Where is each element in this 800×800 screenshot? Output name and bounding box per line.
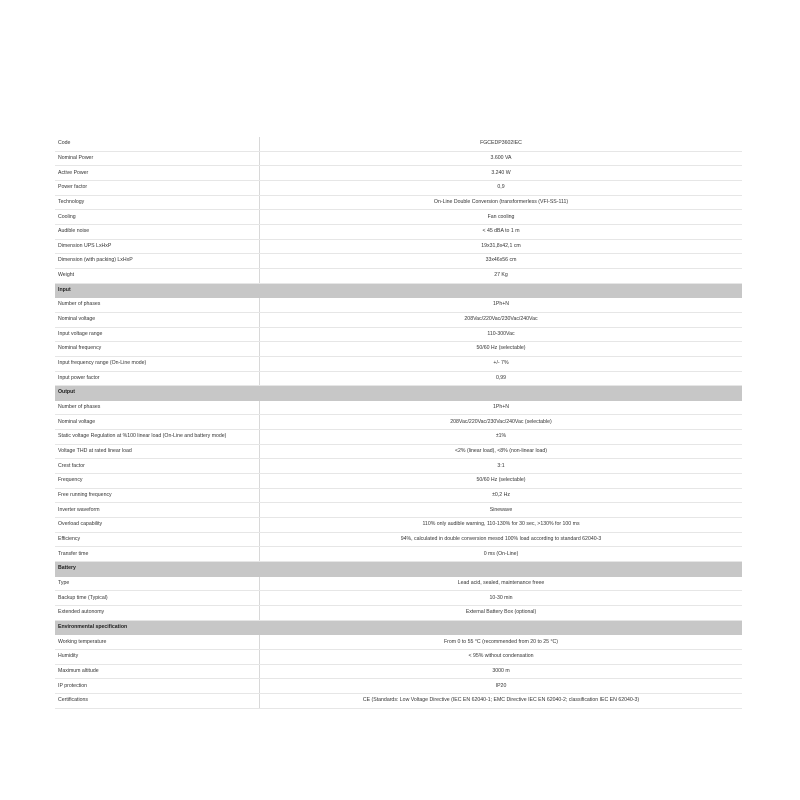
spec-value: 1Ph+N bbox=[260, 400, 743, 415]
spec-label: Technology bbox=[55, 195, 260, 210]
spec-row bbox=[55, 371, 742, 386]
spec-label: Transfer time bbox=[55, 547, 260, 562]
spec-label: Weight bbox=[55, 268, 260, 283]
spec-value: IP20 bbox=[260, 679, 743, 694]
spec-label: Working temperature bbox=[55, 635, 260, 650]
spec-row bbox=[55, 576, 742, 591]
spec-value: 27 Kg bbox=[260, 268, 743, 283]
spec-label: Nominal voltage bbox=[55, 415, 260, 430]
spec-value: 3.600 VA bbox=[260, 151, 743, 166]
spec-value: 110% only audible warning, 110-130% for 30 sec, >130% for 100 ms bbox=[260, 518, 743, 533]
spec-row bbox=[55, 503, 742, 518]
spec-value: 33x46x56 cm bbox=[260, 254, 743, 269]
spec-label: Number of phases bbox=[55, 298, 260, 313]
spec-row bbox=[55, 151, 742, 166]
spec-value: CE (Standards: Low Voltage Directive (IEC EN 62040-1; EMC Directive IEC EN 62040-2; classification IEC EN 62040-3) bbox=[260, 693, 743, 708]
section-header-row bbox=[55, 386, 742, 401]
spec-label: Input power factor bbox=[55, 371, 260, 386]
spec-value: 3000 m bbox=[260, 664, 743, 679]
spec-row bbox=[55, 591, 742, 606]
section-title: Output bbox=[55, 386, 742, 401]
spec-label: Static voltage Regulation at %100 linear load (On-Line and battery mode) bbox=[55, 430, 260, 445]
spec-value: +/- 7% bbox=[260, 356, 743, 371]
spec-value: 10-30 min bbox=[260, 591, 743, 606]
section-header-row bbox=[55, 620, 742, 635]
spec-label: Frequency bbox=[55, 474, 260, 489]
spec-value: 94%, calculated in double conversion mesod 100% load according to standard 62040-3 bbox=[260, 532, 743, 547]
spec-value: ±0,2 Hz bbox=[260, 488, 743, 503]
spec-row bbox=[55, 327, 742, 342]
spec-label: Overload capability bbox=[55, 518, 260, 533]
spec-row bbox=[55, 312, 742, 327]
spec-row bbox=[55, 649, 742, 664]
spec-row bbox=[55, 488, 742, 503]
spec-row bbox=[55, 635, 742, 650]
spec-value: 19x31,8x42,1 cm bbox=[260, 239, 743, 254]
section-title: Battery bbox=[55, 562, 742, 577]
spec-value: 3:1 bbox=[260, 459, 743, 474]
spec-row bbox=[55, 430, 742, 445]
spec-label: Humidity bbox=[55, 649, 260, 664]
spec-table bbox=[55, 137, 742, 709]
spec-row bbox=[55, 547, 742, 562]
spec-label: Input voltage range bbox=[55, 327, 260, 342]
spec-label: Efficiency bbox=[55, 532, 260, 547]
spec-value: < 45 dBA to 1 m bbox=[260, 224, 743, 239]
spec-row bbox=[55, 415, 742, 430]
spec-value: 3.240 W bbox=[260, 166, 743, 181]
section-title: Input bbox=[55, 283, 742, 298]
spec-label: Inverter waveform bbox=[55, 503, 260, 518]
spec-label: Active Power bbox=[55, 166, 260, 181]
spec-row bbox=[55, 137, 742, 151]
spec-row bbox=[55, 400, 742, 415]
spec-label: Free running frequency bbox=[55, 488, 260, 503]
spec-row bbox=[55, 298, 742, 313]
spec-value: On-Line Double Conversion (transformerless (VFI-SS-111) bbox=[260, 195, 743, 210]
spec-label: Backup time (Typical) bbox=[55, 591, 260, 606]
spec-row bbox=[55, 195, 742, 210]
spec-row bbox=[55, 239, 742, 254]
spec-label: Nominal frequency bbox=[55, 342, 260, 357]
spec-label: IP protection bbox=[55, 679, 260, 694]
spec-value: < 95% without condensation bbox=[260, 649, 743, 664]
spec-label: Nominal Power bbox=[55, 151, 260, 166]
spec-value: From 0 to 55 °C (recommended from 20 to 25 °C) bbox=[260, 635, 743, 650]
spec-value: FGCEDP3602IEC bbox=[260, 137, 743, 151]
spec-label: Type bbox=[55, 576, 260, 591]
spec-label: Crest factor bbox=[55, 459, 260, 474]
spec-row bbox=[55, 474, 742, 489]
spec-row bbox=[55, 166, 742, 181]
spec-label: Cooling bbox=[55, 210, 260, 225]
spec-label: Maximum altitude bbox=[55, 664, 260, 679]
spec-row bbox=[55, 532, 742, 547]
spec-row bbox=[55, 210, 742, 225]
spec-row bbox=[55, 254, 742, 269]
spec-value: Sinewave bbox=[260, 503, 743, 518]
spec-row bbox=[55, 518, 742, 533]
spec-value: <2% (linear load), <8% (non-linear load) bbox=[260, 444, 743, 459]
spec-value: External Battery Box (optional) bbox=[260, 606, 743, 621]
spec-value: Lead acid, sealed, maintenance freee bbox=[260, 576, 743, 591]
spec-table-body bbox=[55, 137, 742, 708]
spec-row bbox=[55, 356, 742, 371]
spec-label: Audible noise bbox=[55, 224, 260, 239]
spec-label: Nominal voltage bbox=[55, 312, 260, 327]
spec-label: Voltage THD at rated linear load bbox=[55, 444, 260, 459]
spec-label: Dimension UPS LxHxP bbox=[55, 239, 260, 254]
spec-value: 0,99 bbox=[260, 371, 743, 386]
spec-row bbox=[55, 679, 742, 694]
spec-label: Extended autonomy bbox=[55, 606, 260, 621]
spec-value: 110-300Vac bbox=[260, 327, 743, 342]
spec-label: Number of phases bbox=[55, 400, 260, 415]
spec-row bbox=[55, 606, 742, 621]
spec-row bbox=[55, 444, 742, 459]
spec-label: Input frequency range (On-Line mode) bbox=[55, 356, 260, 371]
spec-value: 208Vac/220Vac/230Vac/240Vac (selectable) bbox=[260, 415, 743, 430]
spec-row bbox=[55, 224, 742, 239]
spec-label: Certifications bbox=[55, 693, 260, 708]
section-title: Environmental specification bbox=[55, 620, 742, 635]
spec-label: Power factor bbox=[55, 180, 260, 195]
spec-row bbox=[55, 342, 742, 357]
spec-row bbox=[55, 664, 742, 679]
spec-row bbox=[55, 180, 742, 195]
spec-row bbox=[55, 693, 742, 708]
section-header-row bbox=[55, 283, 742, 298]
spec-value: 208Vac/220Vac/230Vac/240Vac bbox=[260, 312, 743, 327]
spec-value: 1Ph+N bbox=[260, 298, 743, 313]
spec-row bbox=[55, 459, 742, 474]
spec-label: Code bbox=[55, 137, 260, 151]
spec-value: Fan cooling bbox=[260, 210, 743, 225]
spec-label: Dimension (with packing) LxHxP bbox=[55, 254, 260, 269]
spec-value: ±1% bbox=[260, 430, 743, 445]
spec-value: 0,9 bbox=[260, 180, 743, 195]
section-header-row bbox=[55, 562, 742, 577]
spec-value: 0 ms (On-Line) bbox=[260, 547, 743, 562]
spec-row bbox=[55, 268, 742, 283]
spec-value: 50/60 Hz (selectable) bbox=[260, 474, 743, 489]
spec-value: 50/60 Hz (selectable) bbox=[260, 342, 743, 357]
